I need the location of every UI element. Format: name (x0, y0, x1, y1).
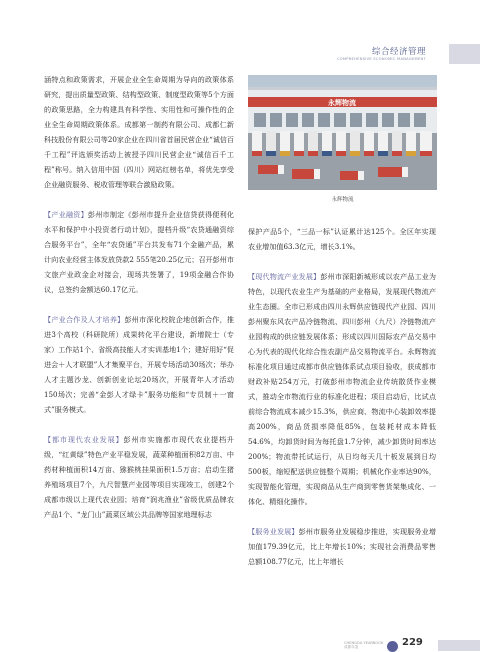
logistics-photo-illustration (248, 75, 437, 190)
right-paragraph-0: 保护产品5个，“三品一标”认证累计达125个。全区年实现农业增加值63.3亿元，增长3.1%。 (248, 227, 436, 251)
section-title-zh: 综合经济管理 (371, 47, 426, 57)
paragraph-tag: 【产业融资】 (44, 210, 88, 219)
paragraph-tag: 【现代物流产业发展】 (248, 272, 321, 281)
footer-yearbook-label: CHENGDU YEARBOOK 成都年鉴 (344, 641, 384, 649)
photo-caption: 永辉物流 (331, 197, 354, 203)
header-color-block (449, 44, 480, 64)
page-number: 229 (402, 637, 423, 648)
left-paragraph-0: 涵特点和政策需求，开展企业全生命周期为导向的政策体系研究，提出质量型政策、结构型政策、制度型政策等5个方面的政策思路，全力构建具有科学性、实用性和可操作性的企业全生命周期政策体系。成都第一制药有限公司、成都仁新科技股份有限公司等20家企业在四川省首届民营企业“诚信百千工程”评选颁奖活动上被授予四川民营企业“诚信百千工程”称号。纳入信用中国（四川）网站红榜名单，将优先享受企业融资服务、税收管理等联合激励政策。 (44, 75, 234, 189)
warehouse-sign: 永辉物流 (328, 99, 356, 107)
left-paragraph-3: 【都市现代农业发展】彭州市实施都市现代农业提档升级，“红黄绿”特色产业平稳发展，蔬菜种植面积82万亩、中药材种植面积14万亩、猕猴桃挂果面积1.5万亩；启动生猪养殖场项目7个，九尺智慧产业园等项目实现竣工，创建2个成都市级以上现代农业园；培育“润兆渔业”省级优质品牌农产品1个、“龙门山”蔬菜区域公共品牌等国家地理标志 (44, 435, 235, 519)
logistics-photo (248, 75, 437, 190)
right-column (248, 224, 436, 569)
left-column (44, 72, 234, 522)
paragraph-tag: 【产业合作及人才培养】 (44, 315, 125, 324)
paragraph-tag: 【服务业发展】 (248, 527, 299, 536)
right-paragraph-2: 【服务业发展】彭州市服务业发展稳步推进，实现服务业增加值179.39亿元，比上年增长10%；实现社会消费品零售总额108.77亿元，比上年增长 (248, 527, 437, 566)
footer-color-block (438, 640, 480, 651)
left-paragraph-1: 【产业融资】彭州市制定《彭州市提升企业信贷获得便利化水平和保护中小投资者行动计划》，提档升级“农贷通融资综合服务平台”，全年“农贷通”平台共发布71个金融产品，累计向农业经营主体发放贷款2 555笔20.25亿元；召开彭州市文旅产业政金企对接会，现场共签署了，19项金融合作协议，总签约金额达60.17亿元。 (44, 210, 235, 294)
section-title-en: COMPREHENSIVE ECONOMIC MANAGEMENT (336, 57, 426, 61)
right-paragraph-1: 【现代物流产业发展】彭州市深阳新城形成以农产品工业为特色，以现代农业生产为基础的产业格局，发展现代物流产业生态圈。全市已形成由四川永辉供应链现代产业园、四川彭州聚东风农产品冷链物流、四川彭州（九尺）冷链物流产业园构成的供应链发展体系；形成以四川国际农产品交易中心为代表的现代化综合性农副产品交易物流平台。永辉物流标准化项目通过成都市供应链体系试点项目验收，获成都市财政补贴254万元，打破彭州市物流企业传统散货作业模式，推动全市物流行业的标准化进程；项目启动后，比试点前综合物流成本减少15.3%，供应商、物流中心装卸效率提高200%，商品货损率降低85%，包装耗材成本降低54.6%，均卸货时间为每托盘1.7分钟，减少卸货时间率达200%；物流带托试运行，从日均每天几十板发展到日均500板，缩短配送供应链整个周期；机械化作业率达90%，实现智能化管理，实现商品从生产商到零售货架集成化、一体化、精细化操作。 (248, 272, 437, 506)
footer-dot-icon (387, 641, 398, 652)
left-paragraph-2: 【产业合作及人才培养】彭州市深化校院企地创新合作，推进3个高校（科研院所）成果转化平台建设，新增院士（专家）工作站1个、省级高技能人才实训基地1个；建好用好“促进会＋人才联盟”人才集聚平台，开展专场活动30场次；举办人才主题沙龙、创新创业论坛20场次，开展青年人才活动150场次；完善“金彭人才绿卡”服务功能和“专员制＋一窗式”服务模式。 (44, 315, 235, 414)
paragraph-tag: 【都市现代农业发展】 (44, 435, 124, 444)
